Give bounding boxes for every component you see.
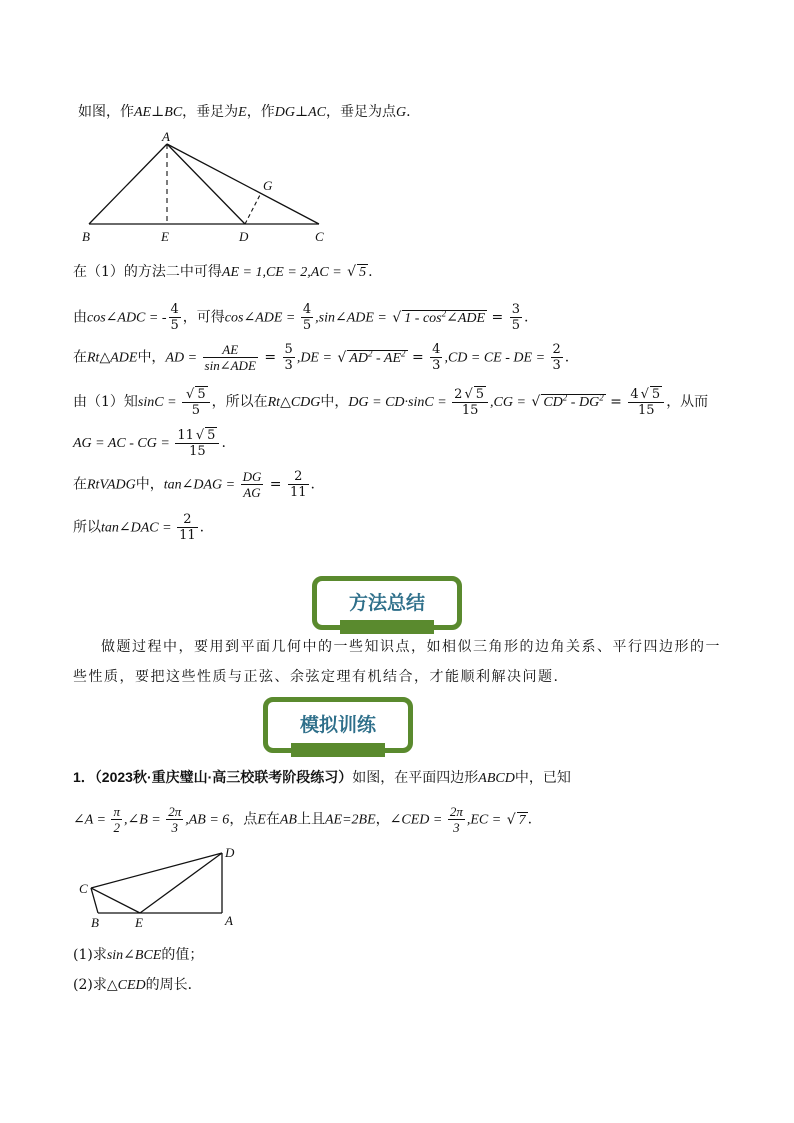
practice-banner: [263, 697, 413, 759]
segment-ad: [167, 144, 245, 224]
fraction: $\frac{4 √ 5}{15}$: [628, 386, 664, 418]
summary-paragraph: 做题过程中，要用到平面几何中的一些知识点，如相似三角形的边角关系、平行四边形的一些性质，要把这些性质与正弦、余弦定理有机结合，才能顺利解决问题.: [73, 639, 721, 685]
solution-line-5: AG = AC - CG = $\frac{11 √ 5}{15}$ .: [73, 428, 226, 459]
fraction: $\frac{DG}{AG}$: [242, 469, 262, 500]
triangle-figure: [75, 132, 345, 247]
segment-dg-dashed: [245, 193, 261, 224]
method-summary-banner: [312, 576, 462, 636]
label-d: D: [239, 229, 249, 244]
label-d: D: [225, 845, 235, 860]
problem-1-line-2: ∠A = $\frac{\pi}{2}$ ,∠B = $\frac{2\pi}{3}$ ,AB = 6，点E在AB上且AE=2BE，∠CED = $\frac{2\pi}{3}$ ,EC = √ 7 .: [73, 804, 533, 835]
fraction: $\frac{4}{3}$: [432, 342, 441, 373]
segment-ce: [91, 888, 140, 913]
label-b: B: [82, 229, 90, 244]
solution-line-4: 由（1）知sinC = $\frac{√ 5}{5}$ ，所以在Rt△CDG中，DG = CD·sinC = $\frac{2 √ 5}{15}$ ,CG = √ $CD^2 - DG^2$ = $\frac{4 √ 5}{15}$ ，从而: [73, 387, 709, 418]
question-2: (2)求△CED的周长．: [73, 977, 202, 993]
label-e: E: [135, 915, 143, 928]
problem-1-line-1: 1．（2023秋·重庆璧山·高三校联考阶段练习）如图，在平面四边形ABCD中，已知: [73, 769, 571, 786]
label-b: B: [91, 915, 99, 928]
banner-title: 模拟训练: [299, 714, 376, 736]
segment-ed: [140, 853, 222, 913]
label-c: C: [315, 229, 324, 244]
solution-line-3: 在Rt△ADE中，AD = $\frac{AE}{\text{sin∠ADE}}$ = $\frac{5}{3}$ ,DE = √ $AD^2 - AE^2$ = $\frac{4}{3}$ ,CD = CE - DE = $\frac{2}{3}$ .: [73, 342, 570, 373]
label-a: A: [225, 913, 233, 928]
solution-line-2: 由cos∠ADC = - $\frac{4}{5}$ ，可得cos∠ADE = $\frac{4}{5}$ ,sin∠ADE = √ $1 - \cos^2\angle ADE$ = $\frac{3}{5}$ .: [73, 302, 529, 333]
fraction: $\frac{\pi}{2}$: [113, 804, 120, 835]
fraction: $\frac{5}{3}$: [284, 342, 293, 373]
intro-line: 如图，作AE⊥BC，垂足为E，作DG⊥AC，垂足为点G.: [78, 104, 411, 120]
fraction: $\frac{2}{3}$: [552, 342, 561, 373]
fraction: $\frac{3}{5}$: [511, 302, 520, 333]
solution-line-7: 所以tan∠DAC = $\frac{2}{11}$ .: [73, 512, 205, 543]
fraction: $\frac{4}{5}$: [302, 302, 312, 333]
solution-line-6: 在RtVADG中，tan∠DAG = $\frac{DG}{AG}$ = $\frac{2}{11}$ .: [73, 469, 315, 500]
solution-line-1: 在（1）的方法二中可得AE = 1,CE = 2,AC = √ 5 .: [73, 264, 373, 280]
banner-title: 方法总结: [348, 592, 425, 614]
question-1: (1)求sin∠BCE的值；: [73, 947, 204, 963]
label-g: G: [263, 178, 273, 193]
fraction: $\frac{2 √ 5}{15}$: [452, 386, 488, 418]
label-c: C: [79, 881, 88, 896]
fraction: $\frac{2}{11}$: [179, 512, 196, 543]
fraction: $\frac{2\pi}{3}$: [168, 804, 182, 835]
fraction: $\frac{4}{5}$: [170, 302, 179, 333]
label-e: E: [161, 229, 169, 244]
segment-cd: [91, 853, 222, 888]
fraction: $\frac{11 √ 5}{15}$: [175, 427, 219, 459]
fraction: $\frac{√ 5}{5}$: [182, 386, 210, 418]
fraction: $\frac{2\pi}{3}$: [449, 804, 463, 835]
label-a: A: [162, 132, 170, 144]
segment-ac: [167, 144, 319, 224]
segment-ab: [89, 144, 167, 224]
quadrilateral-figure: [75, 843, 245, 928]
fraction: $\frac{2}{11}$: [290, 469, 307, 500]
fraction: $\frac{AE}{\text{sin∠ADE}}$: [204, 342, 256, 373]
